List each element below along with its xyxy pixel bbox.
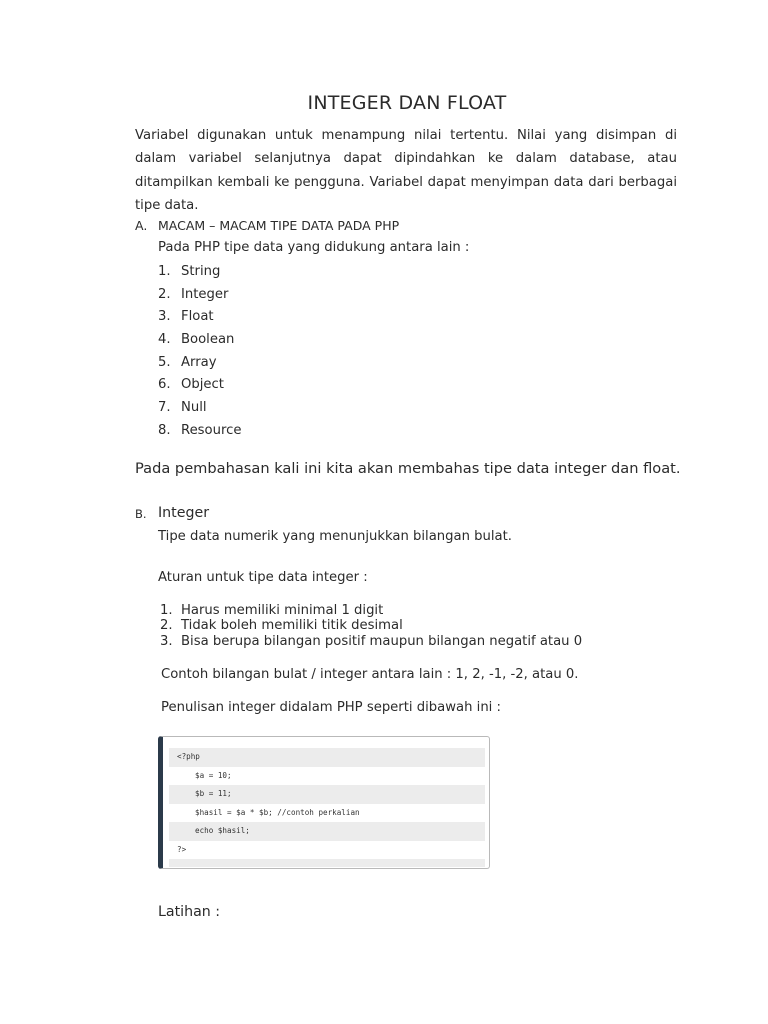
list-number: 4.	[158, 332, 171, 348]
list-number: 2.	[158, 286, 171, 302]
list-number: 3.	[158, 309, 171, 325]
code-block	[158, 736, 490, 869]
section-b-letter: B.	[135, 507, 147, 521]
code-line: <?php	[169, 748, 485, 767]
section-b-title: Integer	[158, 505, 210, 521]
latihan-heading: Latihan :	[158, 904, 221, 920]
list-item	[160, 618, 582, 633]
list-label: String	[181, 264, 221, 279]
code-line: echo $hasil;	[169, 822, 485, 841]
writing-text: Penulisan integer didalam PHP seperti dibawah ini :	[161, 700, 501, 715]
section-a-title: MACAM – MACAM TIPE DATA PADA PHP	[158, 218, 400, 233]
list-label: Resource	[181, 422, 242, 438]
list-item	[158, 352, 241, 375]
list-item	[158, 329, 241, 352]
list-item	[160, 634, 582, 649]
list-label: Array	[181, 354, 217, 370]
list-label: Float	[181, 309, 214, 325]
list-item	[160, 603, 582, 618]
list-item	[158, 374, 241, 397]
intro-paragraph: Variabel digunakan untuk menampung nilai tertentu. Nilai yang disimpan di dalam variabel selanjutnya dapat dipindahkan ke dalam database, atau ditampilkan kembali ke pengguna. Variabel dapat menyimpan data dari berbagai tipe data.	[135, 128, 677, 213]
list-number: 5.	[158, 354, 171, 370]
list-label: Null	[181, 400, 207, 416]
list-item	[158, 284, 241, 307]
list-label: Bisa berupa bilangan positif maupun bilangan negatif atau 0	[181, 633, 583, 649]
code-line: $b = 11;	[169, 785, 485, 804]
integer-rules-list	[160, 603, 582, 649]
list-label: Harus memiliki minimal 1 digit	[181, 603, 384, 618]
section-a-letter: A.	[135, 218, 148, 233]
code-line: ?>	[177, 844, 187, 854]
list-item	[158, 420, 241, 443]
list-number: 2.	[160, 618, 173, 634]
rules-intro: Aturan untuk tipe data integer :	[158, 570, 368, 585]
list-item	[158, 261, 241, 284]
section-b-description: Tipe data numerik yang menunjukkan bilangan bulat.	[158, 529, 512, 544]
list-number: 1.	[158, 264, 171, 279]
section-a-intro: Pada PHP tipe data yang didukung antara lain :	[158, 240, 470, 255]
data-types-list	[158, 261, 241, 443]
list-label: Integer	[181, 286, 229, 302]
code-line: $hasil = $a * $b; //contoh perkalian	[195, 807, 360, 817]
list-item	[158, 306, 241, 329]
list-number: 3.	[160, 633, 173, 649]
code-line: $a = 10;	[195, 770, 232, 780]
list-label: Object	[181, 377, 224, 393]
page-title: INTEGER DAN FLOAT	[307, 92, 507, 114]
list-label: Tidak boleh memiliki titik desimal	[181, 618, 403, 634]
list-label: Boolean	[181, 332, 235, 348]
list-number: 7.	[158, 400, 171, 416]
list-number: 1.	[160, 603, 173, 618]
example-text: Contoh bilangan bulat / integer antara lain : 1, 2, -1, -2, atau 0.	[161, 667, 579, 682]
code-line-blank	[169, 859, 485, 867]
list-number: 6.	[158, 377, 171, 393]
summary-text: Pada pembahasan kali ini kita akan membahas tipe data integer dan float.	[135, 460, 681, 477]
list-number: 8.	[158, 422, 171, 438]
list-item	[158, 397, 241, 420]
